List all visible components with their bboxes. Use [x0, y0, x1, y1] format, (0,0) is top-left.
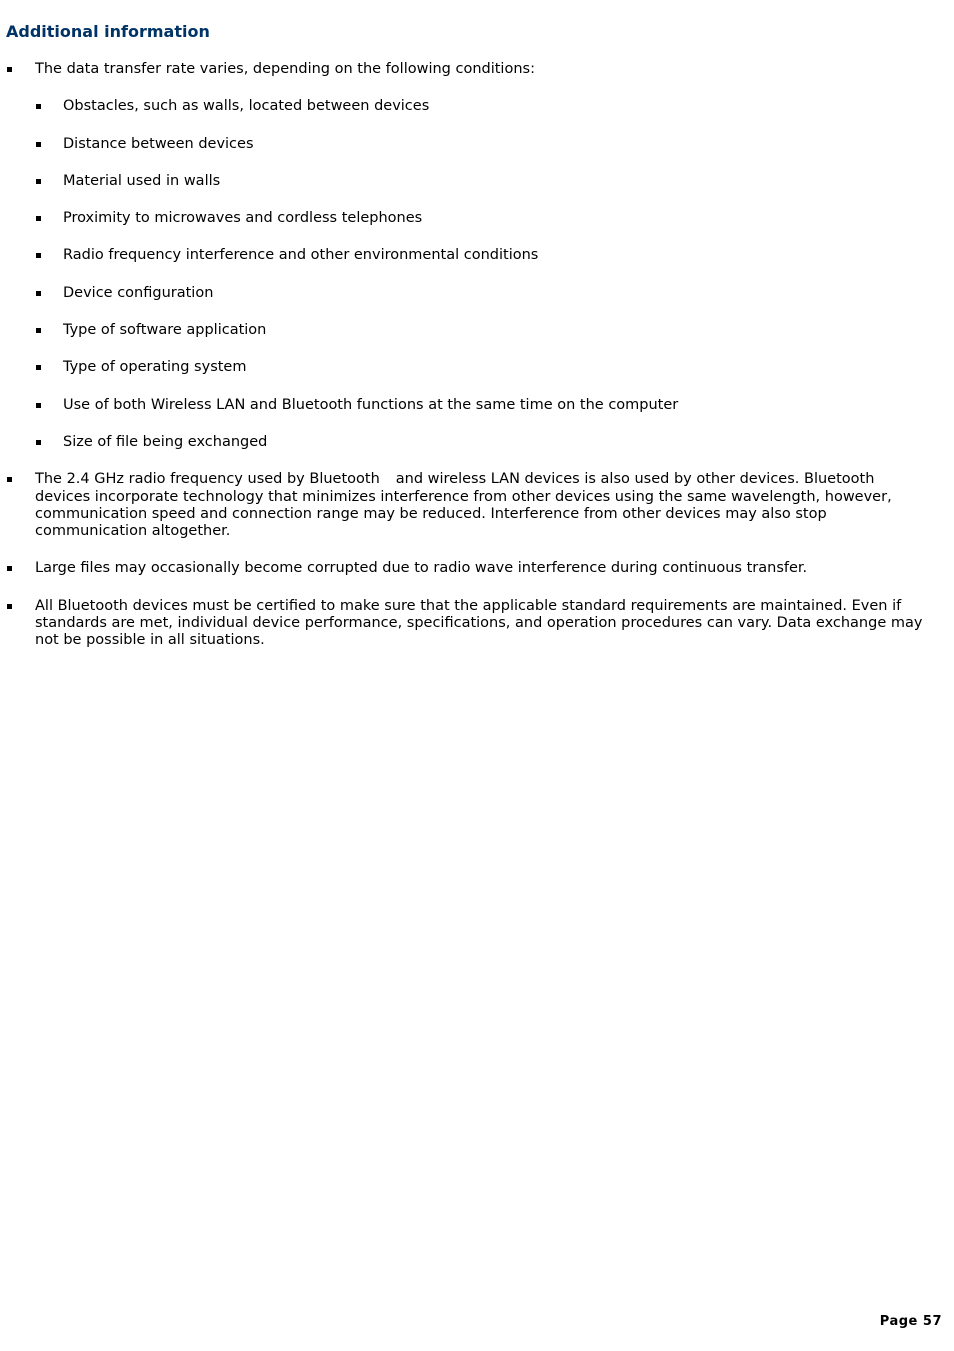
list-item-text-part-b: and wireless LAN devices is also used by other devices. Bluetooth devices incorporate technology that minimizes interference from other devices using the same wavelength, however, communication speed and connection range may be reduced. Interference from other devices may also stop communication altogether. [35, 471, 892, 540]
list-item [0, 598, 930, 650]
page-number: Page 57 [879, 1314, 942, 1329]
bullet-list [0, 61, 930, 670]
sub-list-item-text: Material used in walls [63, 172, 221, 189]
sub-list-item-text: Use of both Wireless LAN and Bluetooth functions at the same time on the computer [63, 396, 679, 413]
list-item [0, 471, 930, 540]
bullet-square-icon [7, 477, 12, 482]
bullet-square-icon [36, 291, 41, 296]
sub-list-item-text: Type of operating system [63, 359, 247, 376]
bullet-square-icon [36, 104, 41, 109]
sub-bullet-list [35, 98, 930, 451]
sub-list-item [35, 136, 930, 153]
bullet-square-icon [36, 440, 41, 445]
bullet-square-icon [36, 365, 41, 370]
sub-list-item [35, 434, 930, 451]
sub-list-item-text: Size of file being exchanged [63, 433, 268, 450]
list-item-text-part-a: The 2.4 GHz radio frequency used by Bluetooth [35, 471, 380, 488]
bullet-square-icon [36, 403, 41, 408]
sub-list-item [35, 397, 930, 414]
sub-list-item [35, 173, 930, 190]
sub-list-item-text: Type of software application [63, 322, 267, 339]
list-item-text: All Bluetooth devices must be certified to make sure that the applicable standard requirements are maintained. Even if standards are met, individual device performance, specifications, and operation procedures can vary. Data exchange may not be possible in all situations. [35, 597, 923, 649]
bullet-square-icon [36, 142, 41, 147]
bullet-square-icon [36, 328, 41, 333]
sub-list-item [35, 322, 930, 339]
bullet-square-icon [7, 604, 12, 609]
sub-list-item [35, 359, 930, 376]
sub-list-item [35, 98, 930, 115]
bullet-square-icon [7, 67, 12, 72]
list-item [0, 61, 930, 451]
sub-list-item-text: Obstacles, such as walls, located between devices [63, 98, 430, 115]
section-heading: Additional information [6, 22, 210, 41]
sub-list-item [35, 247, 930, 264]
bullet-square-icon [36, 253, 41, 258]
sub-list-item-text: Radio frequency interference and other environmental conditions [63, 247, 539, 264]
sub-list-item-text: Distance between devices [63, 135, 254, 152]
bullet-square-icon [36, 216, 41, 221]
list-item-text: The data transfer rate varies, depending on the following conditions: [35, 61, 535, 77]
sub-list-item [35, 210, 930, 227]
sub-list-item [35, 285, 930, 302]
sub-list-item-text: Device configuration [63, 284, 214, 301]
bullet-square-icon [7, 566, 12, 571]
sub-list-item-text: Proximity to microwaves and cordless telephones [63, 210, 423, 227]
bullet-square-icon [36, 179, 41, 184]
list-item-text: Large files may occasionally become corrupted due to radio wave interference during continuous transfer. [35, 560, 808, 577]
list-item [0, 560, 930, 577]
